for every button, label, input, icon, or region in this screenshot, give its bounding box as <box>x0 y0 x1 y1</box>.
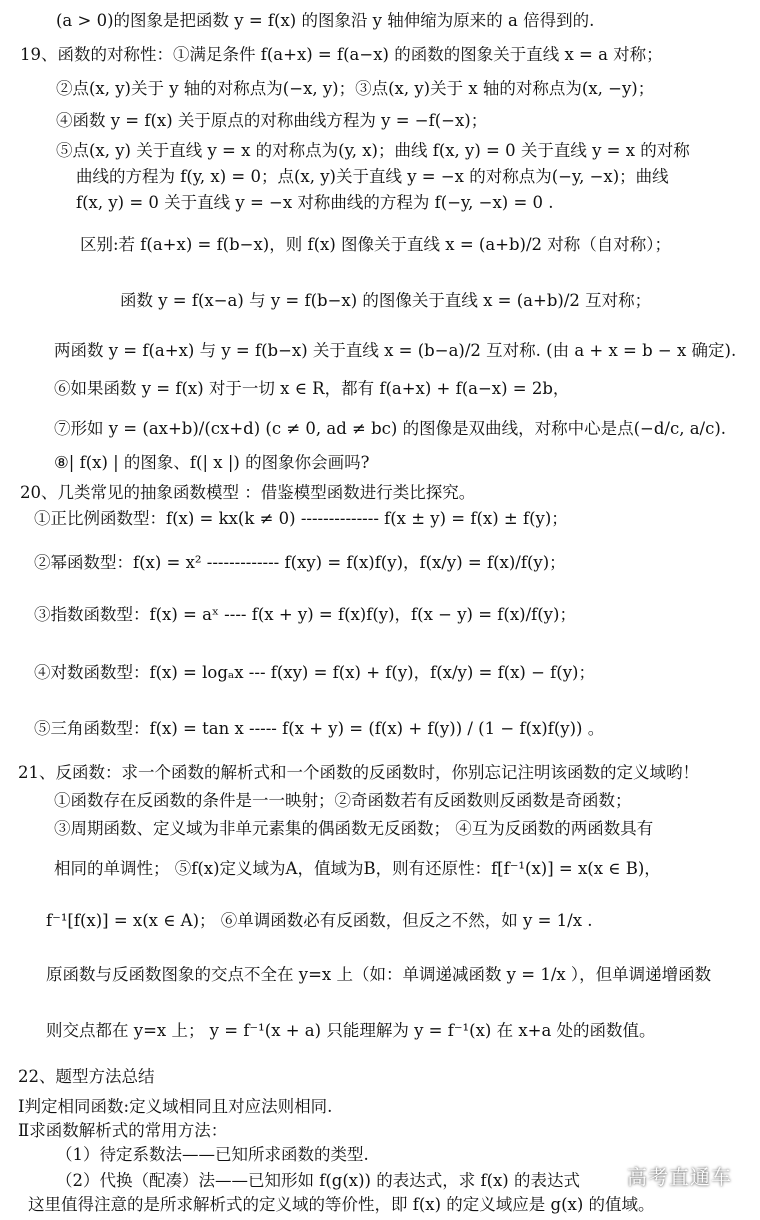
text-line: ②幂函数型：f(x) = x² ------------- f(xy) = f(x)f(y)，f(x/y) = f(x)/f(y)； <box>34 553 566 572</box>
text-line: ③指数函数型：f(x) = aˣ ---- f(x + y) = f(x)f(y)，f(x − y) = f(x)/f(y)； <box>34 605 576 624</box>
text-line: 这里值得注意的是所求解析式的定义域的等价性，即 f(x) 的定义域应是 g(x) 的值域。 <box>28 1195 655 1214</box>
text-line: ①函数存在反函数的条件是一一映射；②奇函数若有反函数则反函数是奇函数； <box>54 791 632 810</box>
text-line: 两函数 y = f(a+x) 与 y = f(b−x) 关于直线 x = (b−a)/2 互对称. (由 a + x = b − x 确定). <box>54 341 737 360</box>
text-line: f(x, y) = 0 关于直线 y = −x 对称曲线的方程为 f(−y, −x) = 0 . <box>76 193 554 212</box>
text-line: 原函数与反函数图象的交点不全在 y=x 上（如：单调递减函数 y = 1/x ），但单调递增函数 <box>46 965 712 984</box>
text-line: ④函数 y = f(x) 关于原点的对称曲线方程为 y = −f(−x)； <box>56 111 488 130</box>
text-line: f⁻¹[f(x)] = x(x ∈ A)； ⑥单调函数必有反函数，但反之不然，如 y = 1/x . <box>46 911 593 930</box>
text-line: ⑦形如 y = (ax+b)/(cx+d) (c ≠ 0, ad ≠ bc) 的图像是双曲线，对称中心是点(−d/c, a/c). <box>54 419 727 438</box>
text-line: 曲线的方程为 f(y, x) = 0；点(x, y)关于直线 y = −x 的对称点为(−y, −x)；曲线 <box>76 167 669 186</box>
text-line: 函数 y = f(x−a) 与 y = f(b−x) 的图像关于直线 x = (a+b)/2 互对称； <box>120 291 652 310</box>
section-22-heading: 22、题型方法总结 <box>18 1067 155 1086</box>
text-line: ①正比例函数型：f(x) = kx(k ≠ 0) -------------- f(x ± y) = f(x) ± f(y)； <box>34 509 568 528</box>
text-line: ⑤点(x, y) 关于直线 y = x 的对称点为(y, x)；曲线 f(x, y) = 0 关于直线 y = x 的对称 <box>56 141 690 160</box>
text-line: （1）待定系数法——已知所求函数的类型. <box>56 1145 369 1164</box>
text-line: ⑤三角函数型：f(x) = tan x ----- f(x + y) = (f(x) + f(y)) / (1 − f(x)f(y)) 。 <box>34 719 605 738</box>
text-line: ②点(x, y)关于 y 轴的对称点为(−x, y)；③点(x, y)关于 x 轴的对称点为(x, −y)； <box>56 79 655 98</box>
text-line: ⑧| f(x) | 的图象、f(| x |) 的图象你会画吗? <box>54 453 370 472</box>
section-21-heading: 21、反函数：求一个函数的解析式和一个函数的反函数时，你别忘记注明该函数的定义域哟！ <box>18 763 699 782</box>
section-20-heading: 20、几类常见的抽象函数模型 ：借鉴模型函数进行类比探究。 <box>20 483 476 502</box>
text-line: Ⅰ判定相同函数:定义域相同且对应法则相同. <box>18 1097 333 1116</box>
text-line: ③周期函数、定义域为非单元素集的偶函数无反函数； ④互为反函数的两函数具有 <box>54 819 654 838</box>
text-line: (a > 0)的图象是把函数 y = f(x) 的图象沿 y 轴伸缩为原来的 a 倍得到的. <box>56 11 595 30</box>
text-line: Ⅱ求函数解析式的常用方法： <box>18 1121 228 1140</box>
section-19-heading: 19、函数的对称性：①满足条件 f(a+x) = f(a−x) 的函数的图象关于直线 x = a 对称； <box>20 45 663 64</box>
text-line: （2）代换（配凑）法——已知形如 f(g(x)) 的表达式，求 f(x) 的表达式 <box>56 1171 580 1190</box>
text-line: 区别:若 f(a+x) = f(b−x)，则 f(x) 图像关于直线 x = (a+b)/2 对称（自对称）； <box>80 235 672 254</box>
text-line: 则交点都在 y=x 上； y = f⁻¹(x + a) 只能理解为 y = f⁻¹(x) 在 x+a 处的函数值。 <box>46 1021 656 1040</box>
text-line: ⑥如果函数 y = f(x) 对于一切 x ∈ R，都有 f(a+x) + f(a−x) = 2b， <box>54 379 570 398</box>
text-line: 相同的单调性； ⑤f(x)定义域为A，值域为B，则有还原性：f[f⁻¹(x)] = x(x ∈ B)， <box>54 859 661 878</box>
watermark-logo: 高考直通车 <box>627 1165 732 1189</box>
text-line: ④对数函数型：f(x) = logₐx --- f(xy) = f(x) + f(y)，f(x/y) = f(x) − f(y)； <box>34 663 595 682</box>
